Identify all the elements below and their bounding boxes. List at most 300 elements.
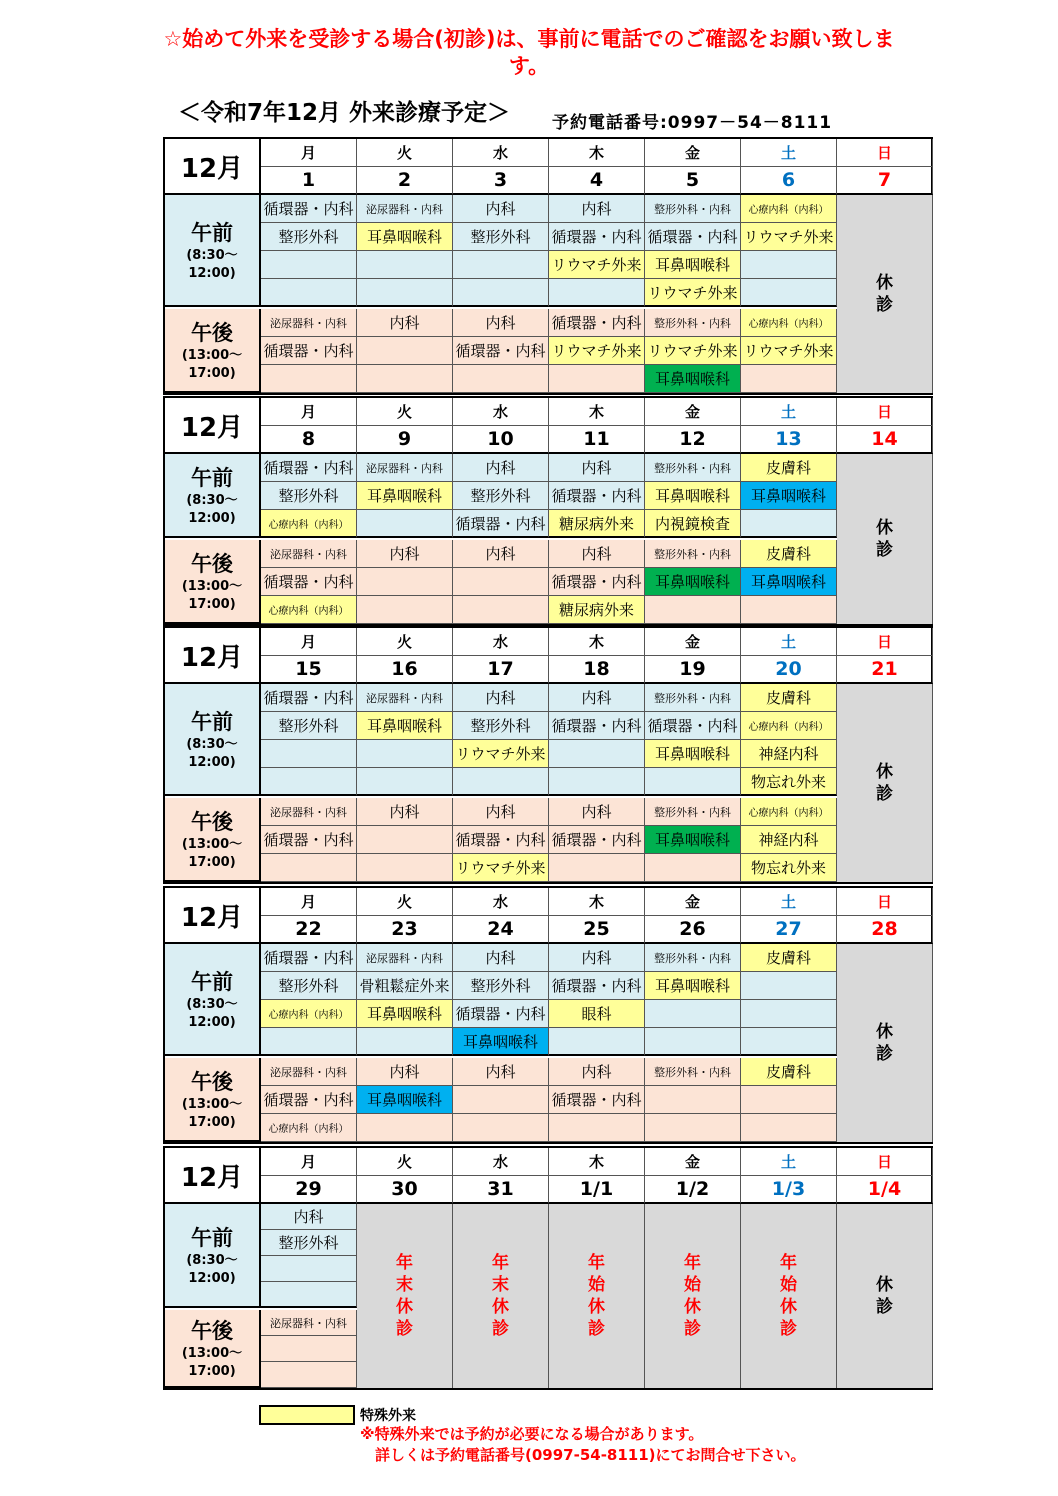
clinic-slot: 循環器・内科 [261, 454, 357, 482]
clinic-slot [357, 826, 453, 854]
clinic-slot [261, 1362, 357, 1388]
clinic-slot: リウマチ外来 [453, 740, 549, 768]
holiday-char: 休 [588, 1297, 605, 1317]
clinic-slot: 泌尿器科・内科 [261, 1310, 357, 1336]
clinic-slot: 整形外科 [261, 1230, 357, 1256]
date-number: 7 [837, 167, 933, 195]
clinic-slot: 整形外科 [261, 223, 357, 251]
holiday-char: 診 [396, 1319, 413, 1339]
clinic-slot [261, 279, 357, 307]
closed-char-1: 休 [876, 1022, 893, 1042]
week-table [163, 626, 933, 884]
clinic-slot: 循環器・内科 [261, 944, 357, 972]
clinic-slot [261, 740, 357, 768]
clinic-slot: リウマチ外来 [645, 337, 741, 365]
clinic-slot: リウマチ外来 [741, 223, 837, 251]
phone-number: 予約電話番号:0997－54－8111 [552, 113, 833, 133]
clinic-slot [549, 365, 645, 393]
clinic-slot: 内科 [453, 798, 549, 826]
holiday-char: 年 [780, 1253, 797, 1273]
clinic-slot: 耳鼻咽喉科 [357, 712, 453, 740]
time-end: 12:00) [188, 266, 236, 281]
closed-char-2: 診 [876, 784, 893, 804]
time-end: 17:00) [188, 1364, 236, 1379]
pm-label [165, 1058, 261, 1142]
clinic-slot [741, 510, 837, 538]
clinic-slot: 耳鼻咽喉科 [741, 568, 837, 596]
date-number: 23 [357, 916, 453, 944]
clinic-slot: 泌尿器科・内科 [357, 454, 453, 482]
clinic-slot [357, 251, 453, 279]
time-start: (13:00～ [181, 348, 243, 363]
clinic-slot [357, 568, 453, 596]
holiday-char: 診 [684, 1319, 701, 1339]
day-of-week: 木 [549, 628, 645, 656]
am-title: 午前 [191, 970, 233, 994]
clinic-slot: 耳鼻咽喉科 [645, 482, 741, 510]
clinic-slot: 心療内科（内科） [741, 309, 837, 337]
day-of-week: 土 [741, 398, 837, 426]
clinic-slot: 皮膚科 [741, 540, 837, 568]
clinic-slot: 内科 [357, 540, 453, 568]
time-start: (8:30～ [186, 248, 238, 263]
week-table [163, 137, 933, 395]
notice [0, 26, 1058, 80]
date-number: 2 [357, 167, 453, 195]
clinic-slot: 神経内科 [741, 740, 837, 768]
week-table [163, 886, 933, 1144]
clinic-slot [453, 1086, 549, 1114]
clinic-slot: 耳鼻咽喉科 [357, 1000, 453, 1028]
clinic-slot: 内科 [549, 1058, 645, 1086]
date-number: 5 [645, 167, 741, 195]
week-table-last [163, 1146, 933, 1390]
am-title: 午前 [191, 1226, 233, 1250]
clinic-slot [357, 740, 453, 768]
clinic-slot [453, 365, 549, 393]
clinic-slot: 皮膚科 [741, 684, 837, 712]
time-start: (13:00～ [181, 1346, 243, 1361]
clinic-slot [645, 854, 741, 882]
clinic-slot: 耳鼻咽喉科 [357, 1086, 453, 1114]
clinic-slot: 耳鼻咽喉科 [453, 1028, 549, 1056]
am-label [165, 944, 261, 1056]
date-number: 31 [453, 1176, 549, 1204]
clinic-slot: 整形外科 [261, 712, 357, 740]
day-of-week: 月 [261, 139, 357, 167]
clinic-slot [357, 279, 453, 307]
month-label: 12月 [165, 1148, 261, 1204]
time-end: 12:00) [188, 511, 236, 526]
clinic-slot: 神経内科 [741, 826, 837, 854]
clinic-slot: リウマチ外来 [645, 279, 741, 307]
clinic-slot: 循環器・内科 [261, 568, 357, 596]
holiday-char: 診 [492, 1319, 509, 1339]
date-number: 21 [837, 656, 933, 684]
day-of-week: 金 [645, 1148, 741, 1176]
clinic-slot: 循環器・内科 [261, 826, 357, 854]
clinic-slot: 内科 [453, 309, 549, 337]
clinic-slot [261, 768, 357, 796]
date-number: 19 [645, 656, 741, 684]
clinic-slot: 骨粗鬆症外来 [357, 972, 453, 1000]
holiday-closed [357, 1204, 453, 1388]
am-label [165, 684, 261, 796]
closed-char-2: 診 [876, 1297, 893, 1317]
clinic-slot: 泌尿器科・内科 [357, 195, 453, 223]
clinic-slot: 整形外科・内科 [645, 798, 741, 826]
clinic-slot [357, 337, 453, 365]
pm-title: 午後 [191, 1070, 233, 1094]
clinic-slot: 内科 [357, 798, 453, 826]
time-start: (8:30～ [186, 737, 238, 752]
clinic-slot: 耳鼻咽喉科 [645, 251, 741, 279]
month-label: 12月 [165, 628, 261, 684]
clinic-slot [741, 1000, 837, 1028]
time-start: (8:30～ [186, 493, 238, 508]
time-end: 17:00) [188, 597, 236, 612]
clinic-slot [741, 1086, 837, 1114]
legend-note-line-2: 詳しくは予約電話番号(0997-54-8111)にてお問合せ下さい。 [360, 1446, 806, 1464]
clinic-slot: 耳鼻咽喉科 [357, 223, 453, 251]
clinic-slot: 内科 [261, 1204, 357, 1230]
clinic-slot: 循環器・内科 [645, 223, 741, 251]
sunday-closed [837, 195, 933, 393]
day-of-week: 日 [837, 628, 933, 656]
month-label: 12月 [165, 888, 261, 944]
date-number: 1 [261, 167, 357, 195]
holiday-char: 始 [684, 1275, 701, 1295]
day-of-week: 金 [645, 398, 741, 426]
am-label [165, 195, 261, 307]
date-number: 20 [741, 656, 837, 684]
day-of-week: 水 [453, 398, 549, 426]
pm-label [165, 540, 261, 624]
date-number: 1/1 [549, 1176, 645, 1204]
clinic-slot: 泌尿器科・内科 [261, 798, 357, 826]
date-number: 4 [549, 167, 645, 195]
sunday-closed [837, 1204, 933, 1388]
clinic-slot: 整形外科・内科 [645, 944, 741, 972]
closed-char-1: 休 [876, 273, 893, 293]
month-label: 12月 [165, 139, 261, 195]
clinic-slot: 耳鼻咽喉科 [741, 482, 837, 510]
clinic-slot: 循環器・内科 [549, 223, 645, 251]
clinic-slot: 物忘れ外来 [741, 768, 837, 796]
clinic-slot: 耳鼻咽喉科 [645, 365, 741, 393]
holiday-char: 休 [492, 1297, 509, 1317]
clinic-slot: 循環器・内科 [549, 568, 645, 596]
clinic-slot [645, 1086, 741, 1114]
clinic-slot: 循環器・内科 [453, 1000, 549, 1028]
clinic-slot [645, 1114, 741, 1142]
clinic-slot [549, 768, 645, 796]
clinic-slot: 泌尿器科・内科 [357, 944, 453, 972]
time-start: (13:00～ [181, 837, 243, 852]
date-number: 1/3 [741, 1176, 837, 1204]
holiday-closed [645, 1204, 741, 1388]
clinic-slot: 循環器・内科 [453, 510, 549, 538]
day-of-week: 土 [741, 888, 837, 916]
clinic-slot: 心療内科（内科） [261, 1114, 357, 1142]
clinic-slot: 心療内科（内科） [741, 712, 837, 740]
clinic-slot: 内科 [549, 454, 645, 482]
week-table [163, 396, 933, 626]
clinic-slot: 糖尿病外来 [549, 596, 645, 624]
clinic-slot: 循環器・内科 [453, 826, 549, 854]
time-end: 12:00) [188, 755, 236, 770]
holiday-char: 年 [492, 1253, 509, 1273]
notice-line-2: す。 [508, 54, 550, 78]
day-of-week: 水 [453, 628, 549, 656]
clinic-slot: リウマチ外来 [741, 337, 837, 365]
day-of-week: 水 [453, 888, 549, 916]
time-start: (13:00～ [181, 579, 243, 594]
clinic-slot [453, 568, 549, 596]
holiday-char: 年 [588, 1253, 605, 1273]
clinic-slot: 内科 [453, 944, 549, 972]
day-of-week: 木 [549, 888, 645, 916]
clinic-slot: 循環器・内科 [549, 972, 645, 1000]
clinic-slot: 整形外科・内科 [645, 684, 741, 712]
clinic-slot [453, 251, 549, 279]
closed-char-2: 診 [876, 540, 893, 560]
clinic-slot: 内科 [453, 540, 549, 568]
am-label [165, 1204, 261, 1308]
clinic-slot: 内科 [453, 454, 549, 482]
holiday-char: 休 [780, 1297, 797, 1317]
clinic-slot [261, 854, 357, 882]
clinic-slot: 耳鼻咽喉科 [645, 826, 741, 854]
clinic-slot [549, 854, 645, 882]
day-of-week: 土 [741, 1148, 837, 1176]
clinic-slot [261, 1028, 357, 1056]
date-number: 16 [357, 656, 453, 684]
day-of-week: 火 [357, 888, 453, 916]
clinic-slot [453, 768, 549, 796]
date-number: 10 [453, 426, 549, 454]
pm-label [165, 798, 261, 882]
day-of-week: 木 [549, 139, 645, 167]
date-number: 13 [741, 426, 837, 454]
day-of-week: 金 [645, 628, 741, 656]
sunday-closed [837, 454, 933, 624]
date-number: 22 [261, 916, 357, 944]
date-number: 17 [453, 656, 549, 684]
sunday-closed [837, 684, 933, 882]
clinic-slot [549, 279, 645, 307]
clinic-slot: 耳鼻咽喉科 [357, 482, 453, 510]
time-end: 17:00) [188, 366, 236, 381]
clinic-slot: 内科 [549, 684, 645, 712]
clinic-slot [741, 1028, 837, 1056]
time-start: (13:00～ [181, 1097, 243, 1112]
day-of-week: 日 [837, 139, 933, 167]
holiday-char: 始 [588, 1275, 605, 1295]
clinic-slot [645, 1028, 741, 1056]
date-number: 27 [741, 916, 837, 944]
pm-title: 午後 [191, 321, 233, 345]
clinic-slot: 内科 [453, 1058, 549, 1086]
legend-note [360, 1424, 806, 1466]
holiday-closed [453, 1204, 549, 1388]
time-end: 12:00) [188, 1015, 236, 1030]
clinic-slot: 循環器・内科 [261, 684, 357, 712]
day-of-week: 月 [261, 398, 357, 426]
holiday-char: 年 [396, 1253, 413, 1273]
clinic-slot: 整形外科・内科 [645, 195, 741, 223]
clinic-slot [741, 279, 837, 307]
day-of-week: 日 [837, 888, 933, 916]
clinic-slot [357, 1114, 453, 1142]
clinic-slot: 内視鏡検査 [645, 510, 741, 538]
closed-char-1: 休 [876, 762, 893, 782]
clinic-slot: 心療内科（内科） [741, 798, 837, 826]
clinic-slot [741, 596, 837, 624]
date-number: 1/4 [837, 1176, 933, 1204]
pm-title: 午後 [191, 1319, 233, 1343]
holiday-char: 診 [780, 1319, 797, 1339]
date-number: 26 [645, 916, 741, 944]
day-of-week: 日 [837, 398, 933, 426]
clinic-slot: 皮膚科 [741, 1058, 837, 1086]
clinic-slot: 整形外科・内科 [645, 309, 741, 337]
day-of-week: 木 [549, 1148, 645, 1176]
clinic-slot: 内科 [549, 540, 645, 568]
date-number: 28 [837, 916, 933, 944]
clinic-slot: 皮膚科 [741, 944, 837, 972]
holiday-char: 始 [780, 1275, 797, 1295]
holiday-closed [741, 1204, 837, 1388]
clinic-slot: 内科 [549, 195, 645, 223]
clinic-slot [741, 1114, 837, 1142]
clinic-slot [357, 768, 453, 796]
date-number: 30 [357, 1176, 453, 1204]
clinic-slot [549, 1028, 645, 1056]
clinic-slot [261, 365, 357, 393]
time-start: (8:30～ [186, 997, 238, 1012]
day-of-week: 金 [645, 139, 741, 167]
am-title: 午前 [191, 221, 233, 245]
clinic-slot: 耳鼻咽喉科 [645, 972, 741, 1000]
day-of-week: 土 [741, 139, 837, 167]
clinic-slot [645, 768, 741, 796]
sunday-closed [837, 944, 933, 1142]
clinic-slot: 整形外科 [261, 972, 357, 1000]
legend-swatch [259, 1405, 355, 1425]
closed-char-1: 休 [876, 1275, 893, 1295]
day-of-week: 金 [645, 888, 741, 916]
clinic-slot [741, 251, 837, 279]
clinic-slot: 泌尿器科・内科 [261, 309, 357, 337]
clinic-slot [357, 1028, 453, 1056]
clinic-slot: 皮膚科 [741, 454, 837, 482]
clinic-slot [357, 854, 453, 882]
day-of-week: 月 [261, 888, 357, 916]
clinic-slot [549, 1114, 645, 1142]
date-number: 8 [261, 426, 357, 454]
clinic-slot: 整形外科・内科 [645, 1058, 741, 1086]
clinic-slot: 内科 [549, 798, 645, 826]
clinic-slot [261, 1282, 357, 1308]
day-of-week: 火 [357, 139, 453, 167]
time-start: (8:30～ [186, 1253, 238, 1268]
am-title: 午前 [191, 710, 233, 734]
clinic-slot [261, 251, 357, 279]
date-number: 25 [549, 916, 645, 944]
clinic-slot: 耳鼻咽喉科 [645, 568, 741, 596]
pm-label [165, 1310, 261, 1388]
time-end: 17:00) [188, 1115, 236, 1130]
day-of-week: 火 [357, 1148, 453, 1176]
clinic-slot: 泌尿器科・内科 [261, 1058, 357, 1086]
clinic-slot [453, 1114, 549, 1142]
clinic-slot: 整形外科 [261, 482, 357, 510]
clinic-slot [453, 279, 549, 307]
clinic-slot [357, 596, 453, 624]
closed-char-2: 診 [876, 1044, 893, 1064]
clinic-slot: 内科 [357, 309, 453, 337]
pm-title: 午後 [191, 810, 233, 834]
day-of-week: 水 [453, 1148, 549, 1176]
day-of-week: 木 [549, 398, 645, 426]
clinic-slot: 循環器・内科 [549, 826, 645, 854]
closed-char-2: 診 [876, 295, 893, 315]
holiday-char: 休 [684, 1297, 701, 1317]
month-label: 12月 [165, 398, 261, 454]
clinic-slot: リウマチ外来 [549, 251, 645, 279]
date-number: 3 [453, 167, 549, 195]
clinic-slot: 内科 [357, 1058, 453, 1086]
holiday-char: 診 [588, 1319, 605, 1339]
date-number: 18 [549, 656, 645, 684]
clinic-slot [741, 365, 837, 393]
clinic-slot: リウマチ外来 [453, 854, 549, 882]
clinic-slot: 心療内科（内科） [741, 195, 837, 223]
clinic-slot: 整形外科・内科 [645, 454, 741, 482]
date-number: 1/2 [645, 1176, 741, 1204]
clinic-slot [741, 972, 837, 1000]
date-number: 12 [645, 426, 741, 454]
clinic-slot: 泌尿器科・内科 [357, 684, 453, 712]
clinic-slot: 循環器・内科 [645, 712, 741, 740]
holiday-char: 末 [396, 1275, 413, 1295]
day-of-week: 火 [357, 628, 453, 656]
clinic-slot: 整形外科 [453, 223, 549, 251]
day-of-week: 土 [741, 628, 837, 656]
day-of-week: 月 [261, 628, 357, 656]
clinic-slot: 糖尿病外来 [549, 510, 645, 538]
clinic-slot: 耳鼻咽喉科 [645, 740, 741, 768]
clinic-slot [645, 1000, 741, 1028]
date-number: 24 [453, 916, 549, 944]
date-number: 6 [741, 167, 837, 195]
notice-line-1: ☆始めて外来を受診する場合(初診)は、事前に電話でのご確認をお願い致しま [163, 27, 895, 51]
page-title: ＜令和7年12月 外来診療予定＞ [178, 100, 511, 126]
clinic-slot: リウマチ外来 [549, 337, 645, 365]
am-label [165, 454, 261, 538]
clinic-slot: 内科 [453, 684, 549, 712]
date-number: 29 [261, 1176, 357, 1204]
clinic-slot: 循環器・内科 [261, 337, 357, 365]
time-end: 12:00) [188, 1271, 236, 1286]
closed-char-1: 休 [876, 518, 893, 538]
clinic-slot: 整形外科 [453, 482, 549, 510]
clinic-slot: 物忘れ外来 [741, 854, 837, 882]
clinic-slot: 循環器・内科 [261, 195, 357, 223]
date-number: 9 [357, 426, 453, 454]
legend-label: 特殊外来 [360, 1408, 416, 1424]
